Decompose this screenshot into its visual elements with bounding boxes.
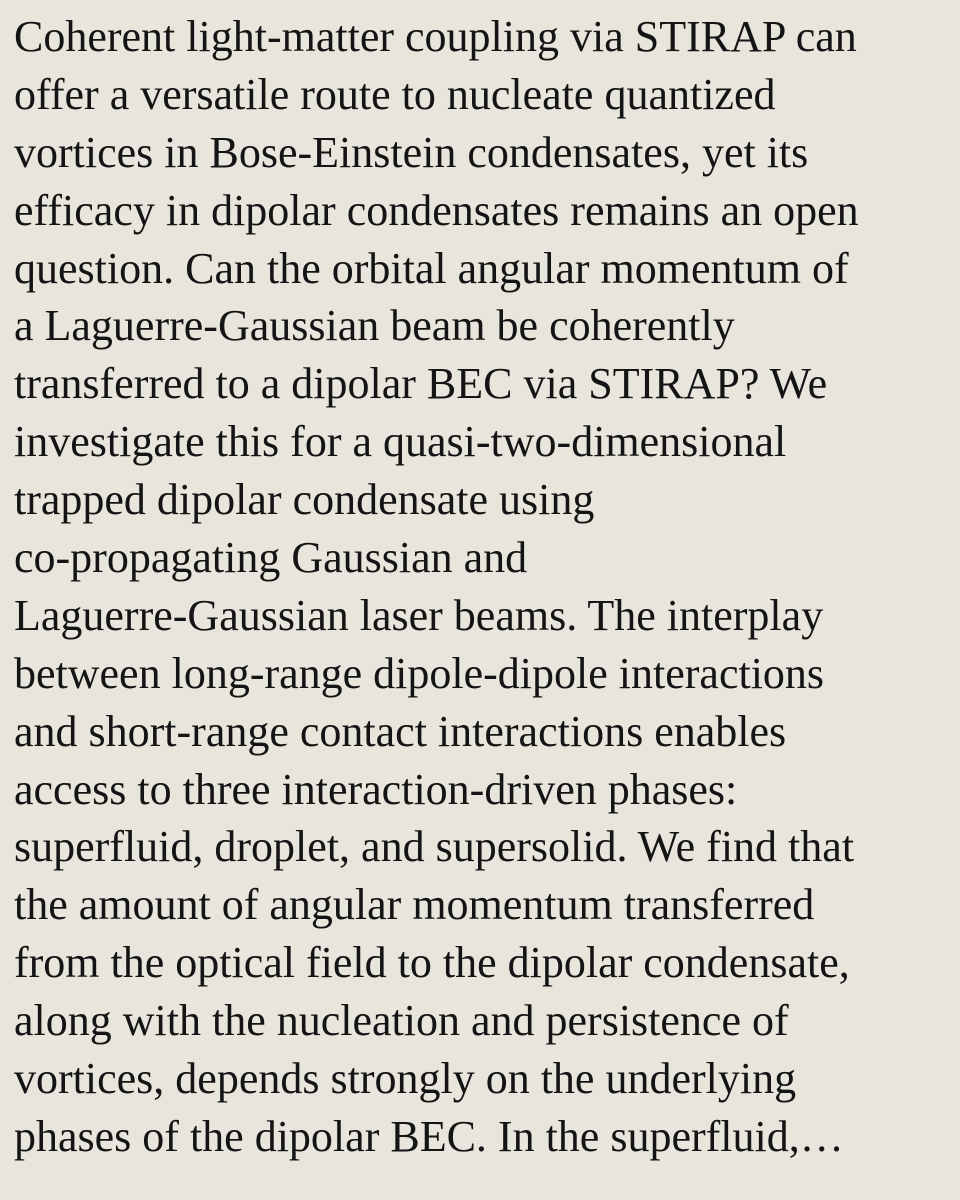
abstract-line-5: question. Can the orbital angular momentum of xyxy=(14,243,849,293)
abstract-line-3: vortices in Bose-Einstein condensates, yet its xyxy=(14,127,809,177)
abstract-line-2: offer a versatile route to nucleate quantized xyxy=(14,69,776,119)
abstract-line-9: trapped dipolar condensate using xyxy=(14,475,595,525)
abstract-line-19: vortices, depends strongly on the underlying xyxy=(14,1054,797,1104)
abstract-line-13: and short-range contact interactions enables xyxy=(14,706,787,756)
abstract-line-4: efficacy in dipolar condensates remains an open xyxy=(14,185,859,235)
abstract-line-14: access to three interaction-driven phases: xyxy=(14,764,738,814)
abstract-line-18: along with the nucleation and persistence of xyxy=(14,996,789,1046)
abstract-text xyxy=(14,8,942,1166)
abstract-line-7: transferred to a dipolar BEC via STIRAP? We xyxy=(14,359,828,409)
abstract-line-17: from the optical field to the dipolar condensate, xyxy=(14,938,850,988)
abstract-line-6: a Laguerre-Gaussian beam be coherently xyxy=(14,301,735,351)
abstract-line-1: Coherent light-matter coupling via STIRAP can xyxy=(14,12,857,61)
abstract-line-11: Laguerre-Gaussian laser beams. The interplay xyxy=(14,590,824,640)
abstract-line-15: superfluid, droplet, and supersolid. We find that xyxy=(14,822,855,872)
abstract-line-20: phases of the dipolar BEC. In the superfluid,… xyxy=(14,1111,844,1161)
abstract-line-12: between long-range dipole-dipole interactions xyxy=(14,648,825,698)
abstract-line-8: investigate this for a quasi-two-dimensional xyxy=(14,417,787,467)
abstract-line-16: the amount of angular momentum transferred xyxy=(14,880,815,930)
abstract-line-10: co-propagating Gaussian and xyxy=(14,533,528,583)
